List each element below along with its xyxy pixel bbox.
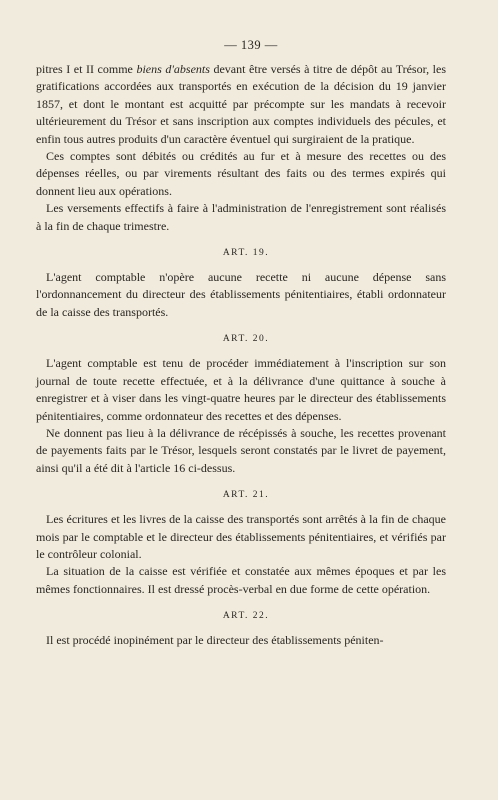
paragraph [36,425,446,477]
text-run: Les écritures et les livres de la caisse des transportés sont arrêtés à la fin de chaque mois par le comptable et le directeur des établissements pénitentiaires, et vérifiés par le contrôleur colonial. [36,512,446,561]
text-run: devant être versés à titre de dépôt au Trésor, les gratifications accordées aux transportés en exécution de la décision du 19 janvier 1857, et dont le montant est acquitté par précompte sur les mandats à recevoir ultérieurement du Trésor et sans inscription aux comptes individuels des pécules, et enfin tous autres produits d'un caractère éventuel qui surgiraient de la pratique. [36,62,446,146]
text-run: Ne donnent pas lieu à la délivrance de récépissés à souche, les recettes provenant de payements faits par le Trésor, lesquels seront constatés par le livret de payement, ainsi qu'il a été dit à l'article 16 ci-dessus. [36,425,446,475]
article-heading: ART. 21. [222,490,270,501]
paragraph [36,200,446,235]
paragraph [36,61,446,148]
paragraph [36,511,446,563]
page-number: — 139 — [224,38,278,52]
paragraph [36,269,446,321]
text-run: pitres I et II comme [36,62,137,76]
body-text [36,61,446,650]
paragraph [36,632,446,649]
text-run: Il est procédé inopinément par le directeur des établissements péniten- [46,633,384,648]
text-run: L'agent comptable est tenu de procéder immédiatement à l'inscription sur son journal de toute recette effectuée, et à la délivrance d'une quittance à souche à enregistrer et à viser dans les vingt-quatre heures par le directeur des établissements pénitentiaires, comme ordonnateur des recettes et des dépenses. [36,356,446,423]
paragraph [36,148,446,200]
article-heading: ART. 19. [222,248,270,259]
article-heading: ART. 22. [222,611,270,622]
text-run: L'agent comptable n'opère aucune recette ni aucune dépense sans l'ordonnancement du directeur des établissements pénitentiaires, établi ordonnateur de la caisse des transportés. [36,270,446,319]
article-heading: ART. 20. [222,334,270,345]
text-run: Les versements effectifs à faire à l'administration de l'enregistrement sont réalisés à la fin de chaque trimestre. [36,201,446,233]
text-run: Ces comptes sont débités ou crédités au fur et à mesure des recettes ou des dépenses réelles, ou par virements résultant des faits ou des termes expirés qui donnent lieu aux opérations. [36,149,446,198]
paragraph [36,563,446,598]
paragraph [36,355,446,425]
text-run: La situation de la caisse est vérifiée et constatée aux mêmes époques et par les mêmes fonctionnaires. Il est dressé procès-verbal en due forme de cette opération. [36,564,446,596]
italic-text: biens d'absents [136,62,210,76]
